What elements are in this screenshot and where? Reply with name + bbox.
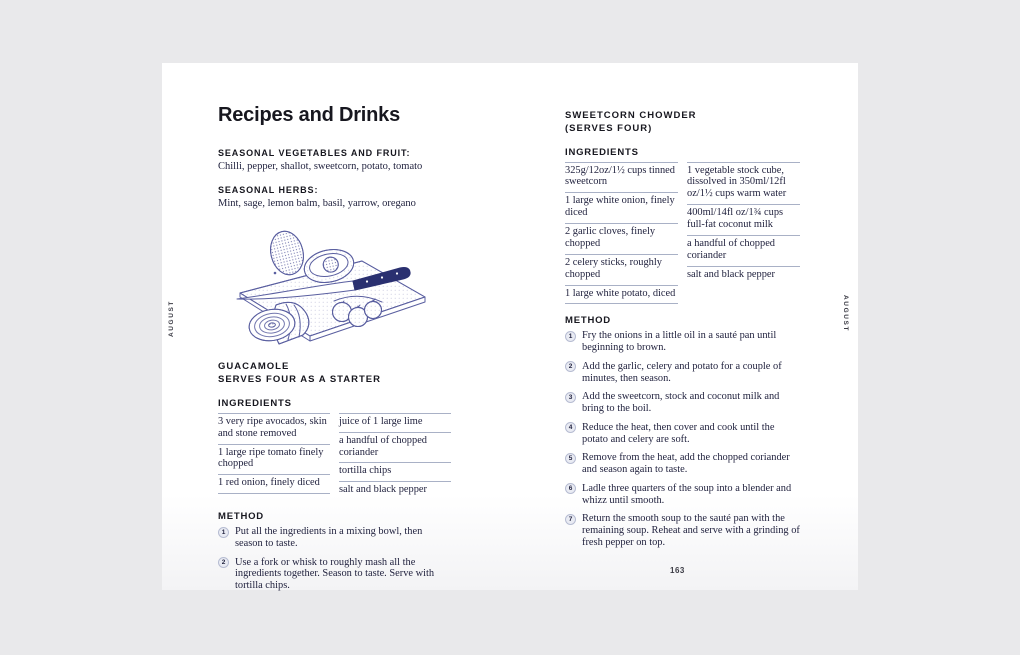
ingredient-item: juice of 1 large lime [339,413,451,432]
avocado-whole-icon [266,228,308,278]
step-text: Use a fork or whisk to roughly mash all the ingredients together. Season to taste. Serve with tortilla chips. [235,556,435,592]
onion-half-icon [247,303,309,345]
right-column [565,110,801,556]
seasonal-herbs-list: Mint, sage, lemon balm, basil, yarrow, oregano [218,197,416,209]
guacamole-ingredients-table [218,413,452,500]
method-step [565,513,801,548]
ingredient-item: 325g/12oz/1½ cups tinned sweetcorn [565,162,678,193]
seasonal-vegetables-block [218,148,452,174]
left-column [218,103,452,599]
page-number: 163 [670,566,685,575]
chowder-method-heading: METHOD [565,315,611,327]
guacamole-ingredients-col2 [339,413,451,500]
chowder-title: SWEETCORN CHOWDER [565,110,697,121]
ingredient-item: 1 large ripe tomato finely chopped [218,444,330,475]
method-step [218,557,452,592]
step-text: Remove from the heat, add the chopped coriander and season again to taste. [582,452,790,476]
ingredient-item: salt and black pepper [339,481,451,500]
chowder-method-list [565,330,801,548]
step-number-badge: 1 [218,527,229,538]
guacamole-method-heading: METHOD [218,511,264,523]
margin-month-label-left: AUGUST [168,300,175,338]
step-text: Return the smooth soup to the sauté pan with the remaining soup. Reheat and serve with a grinding of fresh pepper on top. [582,513,800,548]
method-step [565,452,801,476]
method-step [565,483,801,507]
chowder-serves-line: (SERVES FOUR) [565,122,653,134]
ingredient-item: a handful of chopped coriander [687,235,800,266]
ingredient-item: 2 celery sticks, roughly chopped [565,254,678,285]
method-step [565,361,801,385]
ingredient-item: a handful of chopped coriander [339,432,451,463]
ingredient-item: tortilla chips [339,462,451,481]
book-page [162,63,858,590]
step-number-badge: 2 [565,361,576,372]
guacamole-method-list [218,526,452,592]
method-step [218,526,452,550]
method-step [565,391,801,415]
method-step [565,422,801,446]
guacamole-ingredients-heading: INGREDIENTS [218,397,292,409]
step-number-badge: 1 [565,331,576,342]
chowder-ingredients-col1 [565,162,678,305]
step-text: Ladle three quarters of the soup into a blender and whizz until smooth. [582,482,792,506]
guacamole-ingredients-col1 [218,413,330,494]
step-number-badge: 4 [565,422,576,433]
step-text: Add the garlic, celery and potato for a couple of minutes, then season. [582,360,782,384]
step-text: Put all the ingredients in a mixing bowl, then season to taste. [235,526,423,549]
method-step [565,330,801,354]
step-number-badge: 3 [565,392,576,403]
step-number-badge: 2 [218,557,229,568]
step-text: Add the sweetcorn, stock and coconut milk and bring to the boil. [582,391,780,415]
food-illustration [230,221,442,357]
ingredient-item: 2 garlic cloves, finely chopped [565,223,678,254]
seasonal-vegetables-heading: SEASONAL VEGETABLES AND FRUIT: [218,148,411,158]
step-number-badge: 5 [565,453,576,464]
guacamole-recipe [218,361,452,592]
seasonal-herbs-heading: SEASONAL HERBS: [218,184,319,195]
guacamole-serves-line: SERVES FOUR AS A STARTER [218,374,381,385]
guacamole-title: GUACAMOLE [218,361,290,373]
margin-month-label-right: AUGUST [842,295,849,333]
page-title: Recipes and Drinks [218,104,401,126]
step-number-badge: 7 [565,514,576,525]
seasonal-vegetables-list: Chilli, pepper, shallot, sweetcorn, potato, tomato [218,161,423,172]
avocado-stem-dot [274,272,277,275]
chowder-ingredients-col2 [687,162,800,285]
ingredient-item: 400ml/14fl oz/1¾ cups full-fat coconut milk [687,204,800,235]
ingredient-item: 1 large white potato, diced [565,285,678,305]
ingredient-item: 1 red onion, finely diced [218,474,330,494]
chowder-ingredients-heading: INGREDIENTS [565,146,639,158]
step-text: Reduce the heat, then cover and cook until the potato and celery are soft. [582,421,775,445]
step-number-badge: 6 [565,483,576,494]
chowder-recipe [565,110,801,549]
ingredient-item: 3 very ripe avocados, skin and stone removed [218,413,330,444]
seasonal-herbs-block [218,185,452,211]
ingredient-item: salt and black pepper [687,266,800,285]
ingredient-item: 1 large white onion, finely diced [565,192,678,223]
ingredient-item: 1 vegetable stock cube, dissolved in 350ml/12fl oz/1½ cups warm water [687,162,800,205]
chowder-ingredients-table [565,162,801,305]
step-text: Fry the onions in a little oil in a sauté pan until beginning to brown. [582,330,777,354]
